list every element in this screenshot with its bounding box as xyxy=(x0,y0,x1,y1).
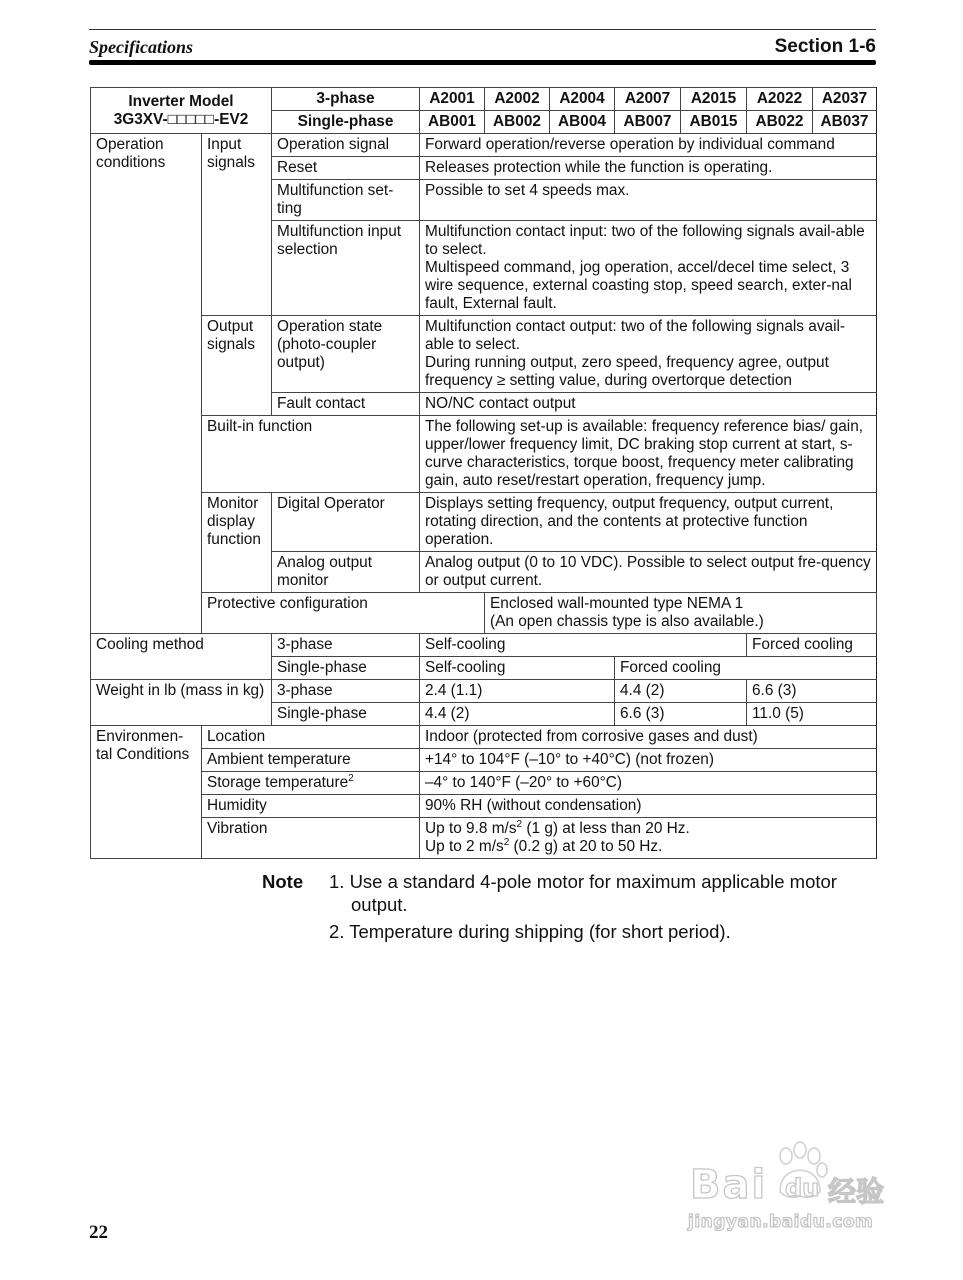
row-label: Reset xyxy=(272,157,420,180)
row-value: Forward operation/reverse operation by individual command xyxy=(420,134,877,157)
row-label: Multifunction set-ting xyxy=(272,180,420,221)
model-label: Inverter Model xyxy=(128,92,234,110)
superscript: 2 xyxy=(516,818,523,830)
header-title: Specifications xyxy=(89,37,193,57)
row-label: Digital Operator xyxy=(272,493,420,552)
watermark-brand: Bai xyxy=(690,1162,768,1208)
row-value: Displays setting frequency, output frequency, output current, rotating direction, and the contents at protective function operation. xyxy=(420,493,877,552)
monitor-display-label: Monitor display function xyxy=(202,493,272,593)
row-label: Operation signal xyxy=(272,134,420,157)
three-phase-header: 3-phase xyxy=(272,88,420,111)
row-label: Multifunction input selection xyxy=(272,221,420,316)
baidu-watermark xyxy=(680,1140,910,1240)
value-line: Multifunction contact input: two of the following signals avail-able to select. xyxy=(425,223,865,258)
footnote-ref: 2 xyxy=(348,772,354,784)
row-label: Ambient temperature xyxy=(202,749,420,772)
table-row xyxy=(91,316,877,393)
text: (1 g) at less than 20 Hz. xyxy=(522,820,690,837)
row-value: NO/NC contact output xyxy=(420,393,877,416)
model-cell: A2022 xyxy=(747,88,813,111)
specifications-table xyxy=(90,87,877,859)
label-text: Storage temperature xyxy=(207,774,349,791)
model-cell: AB004 xyxy=(550,111,615,134)
row-value: Self-cooling xyxy=(420,657,615,680)
model-cell: AB015 xyxy=(681,111,747,134)
value-line: Multifunction contact output: two of the following signals avail-able to select. xyxy=(425,318,846,353)
row-value: –4° to 140°F (–20° to +60°C) xyxy=(420,772,877,795)
table-row xyxy=(91,634,877,657)
row-label: Operation state (photo-coupler output) xyxy=(272,316,420,393)
row-value: 4.4 (2) xyxy=(420,703,615,726)
row-value: Analog output (0 to 10 VDC). Possible to select output fre-quency or output current. xyxy=(420,552,877,593)
value-line: Enclosed wall-mounted type NEMA 1 xyxy=(490,595,744,612)
output-signals-label: Output signals xyxy=(202,316,272,416)
operation-conditions-label: Operation conditions xyxy=(91,134,202,634)
watermark-url: jingyan.baidu.com xyxy=(688,1212,874,1232)
row-value: 6.6 (3) xyxy=(615,703,747,726)
row-value: Indoor (protected from corrosive gases and dust) xyxy=(420,726,877,749)
input-signals-label: Input signals xyxy=(202,134,272,316)
value-line xyxy=(425,820,871,838)
model-cell: AB007 xyxy=(615,111,681,134)
row-value: Releases protection while the function is operating. xyxy=(420,157,877,180)
value-line: During running output, zero speed, frequency agree, output frequency ≥ setting value, during overtorque detection xyxy=(425,354,829,389)
table-row xyxy=(91,493,877,552)
row-value: 11.0 (5) xyxy=(747,703,877,726)
row-label: Protective configuration xyxy=(202,593,485,634)
row-label: Fault contact xyxy=(272,393,420,416)
row-label: Analog output monitor xyxy=(272,552,420,593)
note-item: 1. Use a standard 4-pole motor for maximum applicable motor output. xyxy=(329,871,837,915)
text: Up to 9.8 m/s xyxy=(425,820,517,837)
row-value xyxy=(420,316,877,393)
note-item: 2. Temperature during shipping (for short period). xyxy=(329,921,731,942)
table-row xyxy=(91,680,877,703)
table-row xyxy=(91,795,877,818)
cooling-method-label: Cooling method xyxy=(91,634,272,680)
row-label: Single-phase xyxy=(272,657,420,680)
section-label: Section 1-6 xyxy=(774,36,876,57)
table-row xyxy=(91,134,877,157)
row-value xyxy=(420,221,877,316)
value-line xyxy=(425,838,871,856)
header-row-three-phase xyxy=(91,88,877,111)
weight-label: Weight in lb (mass in kg) xyxy=(91,680,272,726)
header-rule-thin xyxy=(89,29,876,30)
table-row xyxy=(91,416,877,493)
model-header-cell xyxy=(91,88,272,134)
row-value: 6.6 (3) xyxy=(747,680,877,703)
model-cell: AB022 xyxy=(747,111,813,134)
single-phase-header: Single-phase xyxy=(272,111,420,134)
table-row xyxy=(91,749,877,772)
model-cell: A2015 xyxy=(681,88,747,111)
page-header xyxy=(89,36,876,60)
model-cell: A2007 xyxy=(615,88,681,111)
table-row xyxy=(91,593,877,634)
model-cell: A2037 xyxy=(813,88,877,111)
row-label: Vibration xyxy=(202,818,420,859)
watermark-brand-du: du xyxy=(785,1174,820,1202)
row-value: Forced cooling xyxy=(615,657,877,680)
row-value: 90% RH (without condensation) xyxy=(420,795,877,818)
model-cell: A2002 xyxy=(485,88,550,111)
note-label: Note xyxy=(262,871,304,892)
model-cell: A2004 xyxy=(550,88,615,111)
row-label: 3-phase xyxy=(272,680,420,703)
row-value: +14° to 104°F (–10° to +40°C) (not frozen) xyxy=(420,749,877,772)
page-number: 22 xyxy=(89,1222,108,1243)
value-line: Multispeed command, jog operation, accel/decel time select, 3 wire sequence, external coasting stop, speed search, exter-nal fault, External fault. xyxy=(425,259,852,312)
value-line: (An open chassis type is also available.) xyxy=(490,613,764,630)
model-cell: AB037 xyxy=(813,111,877,134)
watermark-brand-cn: 经验 xyxy=(828,1175,885,1208)
row-value xyxy=(485,593,877,634)
row-value: 2.4 (1.1) xyxy=(420,680,615,703)
model-cell: A2001 xyxy=(420,88,485,111)
row-value: Possible to set 4 speeds max. xyxy=(420,180,877,221)
row-label: Built-in function xyxy=(202,416,420,493)
row-value: Forced cooling xyxy=(747,634,877,657)
text: Up to 2 m/s xyxy=(425,838,504,855)
row-label: Humidity xyxy=(202,795,420,818)
row-label: Single-phase xyxy=(272,703,420,726)
header-rule-thick xyxy=(89,60,876,65)
row-value: 4.4 (2) xyxy=(615,680,747,703)
superscript: 2 xyxy=(503,836,510,848)
table-row xyxy=(91,818,877,859)
row-label xyxy=(202,772,420,795)
environmental-conditions-label: Environmen-tal Conditions xyxy=(91,726,202,859)
row-label: 3-phase xyxy=(272,634,420,657)
row-value: The following set-up is available: frequency reference bias/ gain, upper/lower frequency limit, DC braking stop current at start, s-curve characteristics, torque boost, frequency meter calibrating gain, auto reset/restart operation, frequency jump. xyxy=(420,416,877,493)
table-row xyxy=(91,772,877,795)
row-value: Self-cooling xyxy=(420,634,747,657)
model-cell: AB002 xyxy=(485,111,550,134)
table-row xyxy=(91,726,877,749)
row-label: Location xyxy=(202,726,420,749)
row-value xyxy=(420,818,877,859)
text: (0.2 g) at 20 to 50 Hz. xyxy=(509,838,663,855)
model-code: 3G3XV-□□□□□-EV2 xyxy=(113,110,249,128)
model-cell: AB001 xyxy=(420,111,485,134)
